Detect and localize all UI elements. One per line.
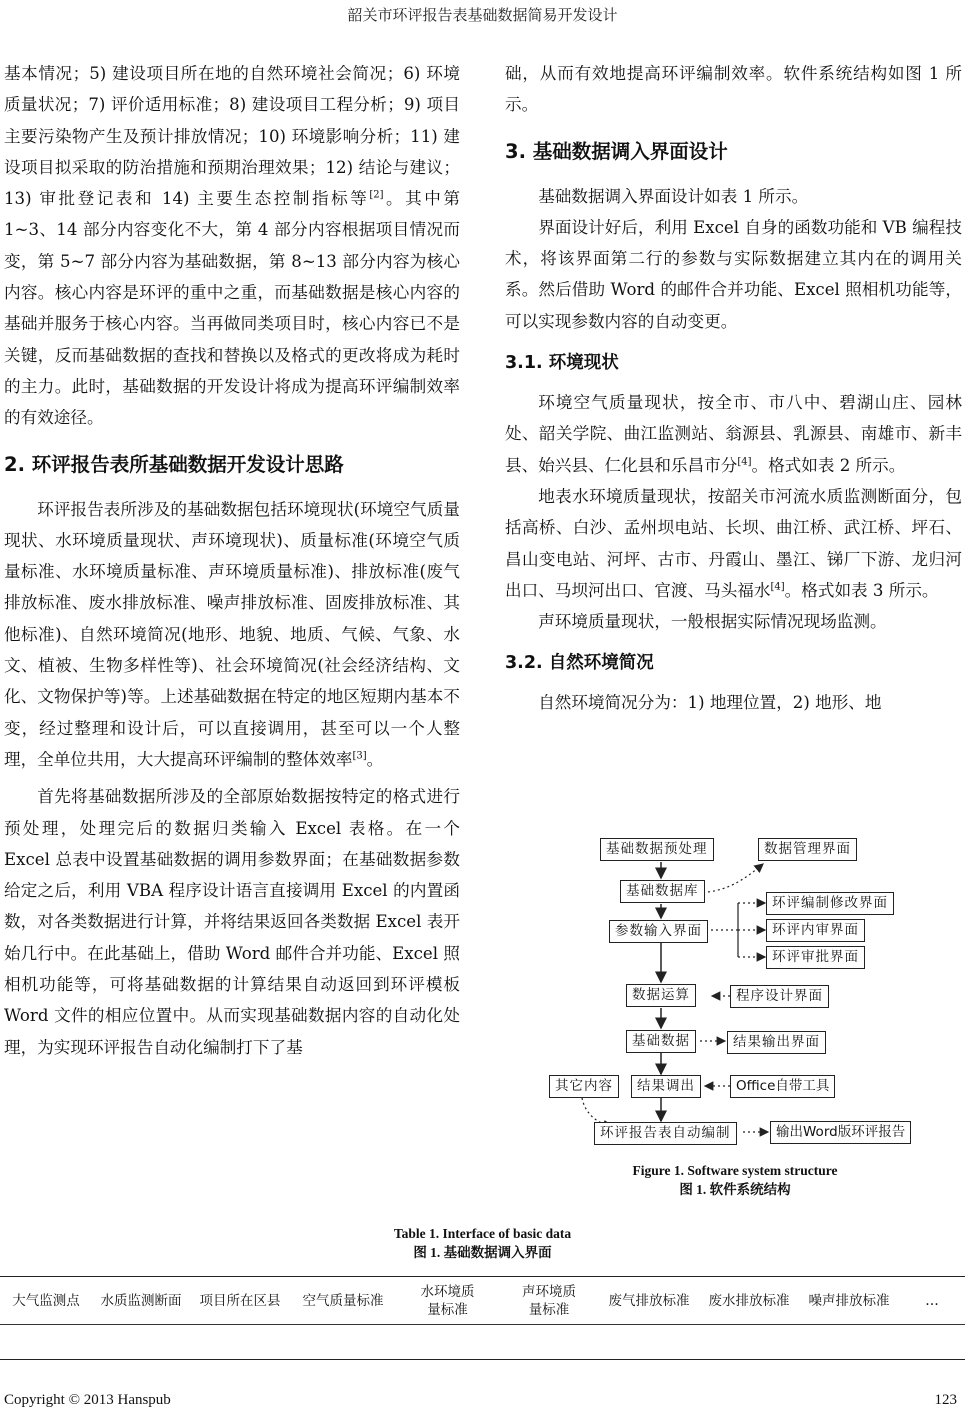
node-param-input: 参数输入界面	[609, 920, 708, 943]
citation[interactable]: [2]	[369, 189, 384, 201]
paragraph: 础，从而有效地提高环评编制效率。软件系统结构如图 1 所示。	[505, 64, 962, 115]
table-header-cell: 项目所在区县	[199, 1292, 281, 1309]
table-header-cell: 空气质量标准	[302, 1292, 384, 1309]
text: 。	[366, 749, 384, 769]
node-other: 其它内容	[549, 1075, 619, 1098]
text: 。其中第 1~3、14 部分内容变化不大，第 4 部分内容根据项目情况而变，第 5~7 部分内容为基础数据，第 8~13 部分内容为核心内容。核心内容是环评的重中之重，而基础数据是核心内容的基础并服务于核心内容。当再做同类项目时，核心内容已不是关键，反而基础数据的查找和替换以及格式的更改将成为耗时的主力。此时，基础数据的开发设计将成为提高环评编制效率的有效途径。	[4, 189, 460, 428]
paragraph	[4, 58, 460, 434]
text: 环境空气质量现状，按全市、市八中、碧湖山庄、园林处、韶关学院、曲江监测站、翁源县、乳源县、南雄市、新丰县、始兴县、仁化县和乐昌市分	[505, 393, 962, 475]
node-basic-data: 基础数据	[626, 1030, 696, 1053]
software-structure-diagram	[540, 834, 940, 1160]
node-compute: 数据运算	[626, 984, 696, 1007]
section-heading-3: 3. 基础数据调入界面设计	[505, 139, 728, 163]
table-parameter-row[interactable]	[0, 1325, 965, 1360]
node-word-output: 输出Word版环评报告	[770, 1121, 911, 1144]
node-office-tools: Office自带工具	[730, 1075, 835, 1098]
node-data-mgmt: 数据管理界面	[758, 838, 857, 861]
copyright: Copyright © 2013 Hanspub	[4, 1392, 171, 1408]
citation[interactable]: [3]	[352, 750, 367, 762]
table-header-cell: 水质监测断面	[100, 1292, 182, 1309]
node-auto-compile: 环评报告表自动编制	[594, 1122, 737, 1145]
paragraph: 界面设计好后，利用 Excel 自身的函数功能和 VB 编程技术，将该界面第二行的参数与实际数据建立其内在的调用关系。然后借助 Word 的邮件合并功能、Excel 照相机功能等，可以实现参数内容的自动变更。	[505, 217, 962, 331]
table-caption-en: Table 1. Interface of basic data	[393, 1226, 572, 1241]
table-header-cell: …	[925, 1292, 939, 1309]
text: 。格式如表 2 所示。	[751, 455, 906, 475]
citation[interactable]: [4]	[737, 456, 752, 468]
table-caption-cn: 图 1. 基础数据调入界面	[413, 1245, 552, 1260]
paragraph: 声环境质量现状，一般根据实际情况现场监测。	[538, 612, 887, 632]
section-heading-2: 2. 环评报告表所基础数据开发设计思路	[4, 452, 344, 476]
left-column	[4, 58, 460, 1063]
figure-caption-cn: 图 1. 软件系统结构	[679, 1182, 791, 1197]
table-header-cell: 废气排放标准	[608, 1292, 690, 1309]
text: 基本情况；5) 建设项目所在地的自然环境社会简况；6) 环境质量状况；7) 评价适用标准；8) 建设项目工程分析；9) 项目主要污染物产生及预计排放情况；10) 环境影响分析；11) 建设项目拟采取的防治措施和预期治理效果；12) 结论与建议；13) 审批登记表和 14) 主要生态控制指标等	[4, 64, 460, 209]
text: 环评报告表所涉及的基础数据包括环境现状(环境空气质量现状、水环境质量现状、声环境现状)、质量标准(环境空气质量标准、水环境质量标准、声环境质量标准)、排放标准(废气排放标准、废水排放标准、噪声排放标准、固废排放标准、其他标准)、自然环境简况(地形、地貌、地质、气候、气象、水文、植被、生物多样性等)、社会环境简况(社会经济结构、文化、文物保护等)等。上述基础数据在特定的地区短期内基本不变，经过整理和设计后，可以直接调用，甚至可以一个人整理，全单位共用，大大提高环评编制的整体效率	[4, 499, 460, 769]
citation[interactable]: [4]	[770, 581, 785, 593]
text: 。格式如表 3 所示。	[784, 580, 939, 600]
table-header-cell: 大气监测点	[12, 1292, 80, 1309]
table-header-row	[0, 1277, 965, 1325]
paragraph: 首先将基础数据所涉及的全部原始数据按特定的格式进行预处理，处理完后的数据归类输入 Excel 表格。在一个 Excel 总表中设置基础数据的调用参数界面；在基础数据参数给定之后，利用 VBA 程序设计语言直接调用 Excel 的内置函数，对各类数据进行计算，并将结果返回各类数据 Excel 表开始几行中。在此基础上，借助 Word 邮件合并功能、Excel 照相机功能等，可将基础数据的计算结果自动返回到环评模板 Word 文件的相应位置中。从而实现基础数据内容的自动化处理，为实现环评报告自动化编制打下了基	[4, 787, 460, 1057]
table-header-cell: 废水排放标准	[708, 1292, 790, 1309]
node-database: 基础数据库	[620, 880, 705, 903]
paragraph	[505, 387, 962, 481]
table-header-cell: 水环境质量标准	[420, 1283, 475, 1318]
table-header-cell: 噪声排放标准	[808, 1292, 890, 1309]
node-result-call: 结果调出	[631, 1075, 701, 1098]
subsection-heading-3-2: 3.2. 自然环境简况	[505, 653, 654, 674]
node-preprocess: 基础数据预处理	[600, 838, 714, 861]
paragraph: 自然环境简况分为：1) 地理位置，2) 地形、地	[538, 693, 882, 713]
right-column	[505, 58, 962, 719]
node-program-ui: 程序设计界面	[730, 985, 829, 1008]
basic-data-interface-table	[0, 1276, 965, 1360]
subsection-heading-3-1: 3.1. 环境现状	[505, 353, 619, 374]
table-header-cell: 声环境质量标准	[522, 1283, 576, 1318]
node-edit-ui: 环评编制修改界面	[766, 892, 894, 915]
figure-caption-en: Figure 1. Software system structure	[632, 1163, 838, 1178]
node-internal-review: 环评内审界面	[766, 919, 865, 942]
page-number: 123	[934, 1392, 957, 1408]
paragraph: 基础数据调入界面设计如表 1 所示。	[538, 186, 809, 206]
paragraph	[4, 494, 460, 776]
text: 地表水环境质量现状，按韶关市河流水质监测断面分，包括高桥、白沙、孟州坝电站、长坝、曲江桥、武江桥、坪石、昌山变电站、河坪、古市、丹霞山、墨江、锑厂下游、龙归河出口、马坝河出口、官渡、马头福水	[505, 486, 962, 600]
node-approval: 环评审批界面	[766, 946, 865, 969]
dotted-link	[708, 864, 763, 892]
running-head: 韶关市环评报告表基础数据简易开发设计	[347, 6, 618, 24]
paragraph	[505, 481, 962, 606]
node-result-ui: 结果输出界面	[727, 1031, 826, 1054]
